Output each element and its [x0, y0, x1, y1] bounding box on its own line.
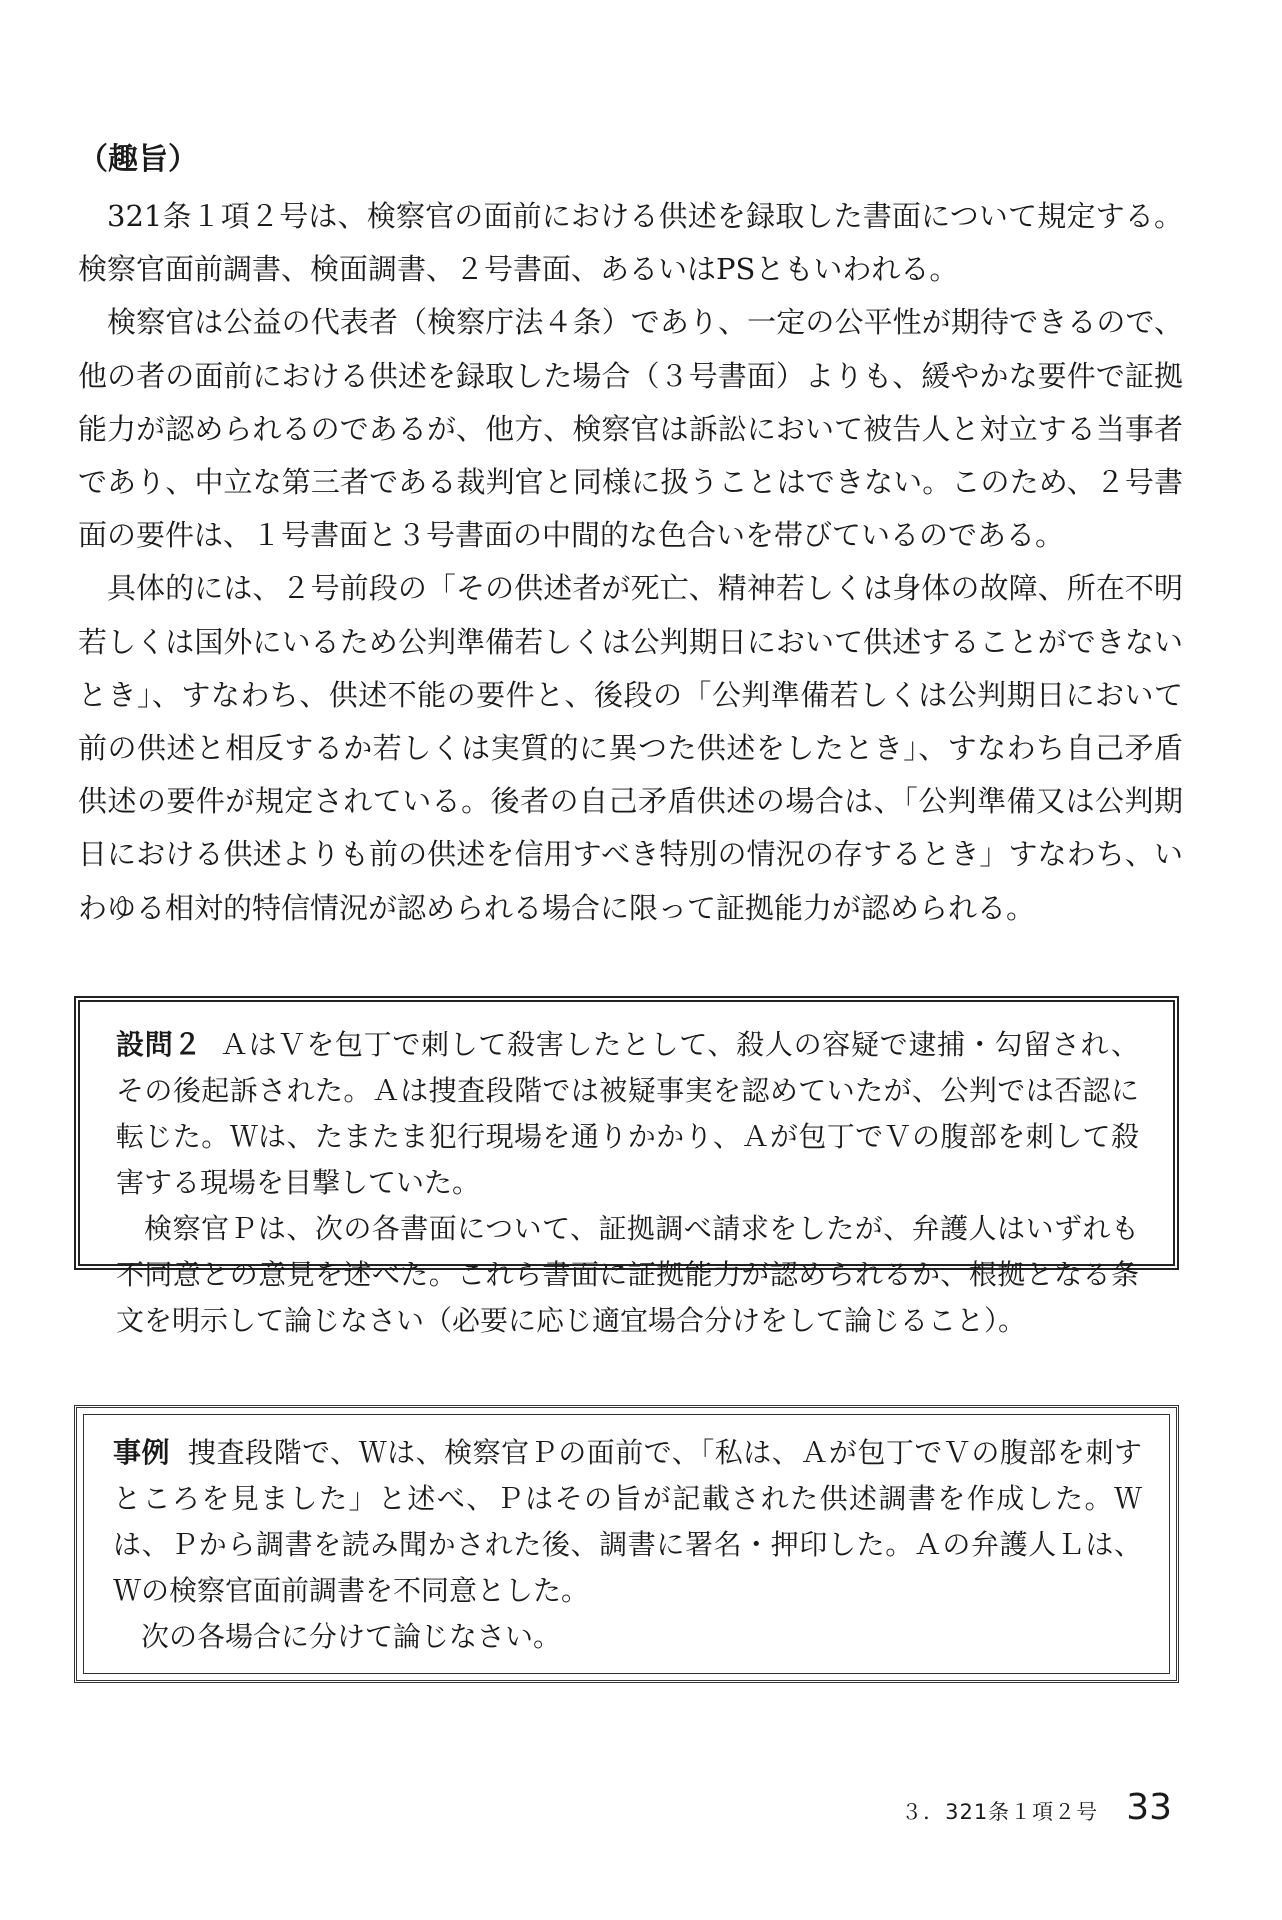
case-label: 事例	[113, 1436, 171, 1469]
page-number: 33	[1126, 1787, 1172, 1828]
question-paragraph-2: 検察官Ｐは、次の各書面について、証拠調べ請求をしたが、弁護人はいずれも不同意との意見を述べた。これら書面に証拠能力が認められるか、根拠となる条文を明示して論じなさい（必要に応じ適宜場合分けをして論じること）。	[116, 1212, 1139, 1337]
running-title: ３．321条１項２号	[901, 1800, 1099, 1824]
question-label: 設問２	[116, 1028, 203, 1061]
paragraph-3: 具体的には、２号前段の「その供述者が死亡、精神若しくは身体の故障、所在不明若しくは国外にいるため公判準備若しくは公判期日において供述することができないとき」、すなわち、供述不能の要件と、後段の「公判準備若しくは公判期日において前の供述と相反するか若しくは実質的に異つた供述をしたとき」、すなわち自己矛盾供述の要件が規定されている。後者の自己矛盾供述の場合は、「公判準備又は公判期日における供述よりも前の供述を信用すべき特別の情況の存するとき」すなわち、いわゆる相対的特信情況が認められる場合に限って証拠能力が認められる。	[78, 571, 1183, 925]
paragraph-1: 321条１項２号は、検察官の面前における供述を録取した書面について規定する。検察官面前調書、検面調書、２号書面、あるいはPSともいわれる。	[78, 199, 1183, 287]
question-paragraph-1	[116, 1022, 1139, 1206]
case-box	[74, 1405, 1179, 1683]
case-paragraph-1	[113, 1430, 1142, 1614]
body-text	[78, 190, 1183, 935]
page-footer	[901, 1787, 1172, 1828]
question-box	[74, 996, 1179, 1337]
paragraph-2: 検察官は公益の代表者（検察庁法４条）であり、一定の公平性が期待できるので、他の者の面前における供述を録取した場合（３号書面）よりも、緩やかな要件で証拠能力が認められるのであるが、他方、検察官は訴訟において被告人と対立する当事者であり、中立な第三者である裁判官と同様に扱うことはできない。このため、２号書面の要件は、１号書面と３号書面の中間的な色合いを帯びているのである。	[78, 305, 1183, 553]
section-heading: （趣旨）	[78, 142, 198, 177]
case-paragraph-2: 次の各場合に分けて論じなさい。	[141, 1620, 562, 1653]
question-text-1: ＡはＶを包丁で刺して殺害したとして、殺人の容疑で逮捕・勾留され、その後起訴された。Ａは捜査段階では被疑事実を認めていたが、公判では否認に転じた。Ｗは、たまたま犯行現場を通りかかり、Ａが包丁でＶの腹部を刺して殺害する現場を目撃していた。	[116, 1028, 1139, 1199]
case-text-1: 捜査段階で、Ｗは、検察官Ｐの面前で、「私は、Ａが包丁でＶの腹部を刺すところを見ました」と述べ、Ｐはその旨が記載された供述調書を作成した。Ｗは、Ｐから調書を読み聞かされた後、調書に署名・押印した。Ａの弁護人Ｌは、Ｗの検察官面前調書を不同意とした。	[113, 1436, 1142, 1607]
